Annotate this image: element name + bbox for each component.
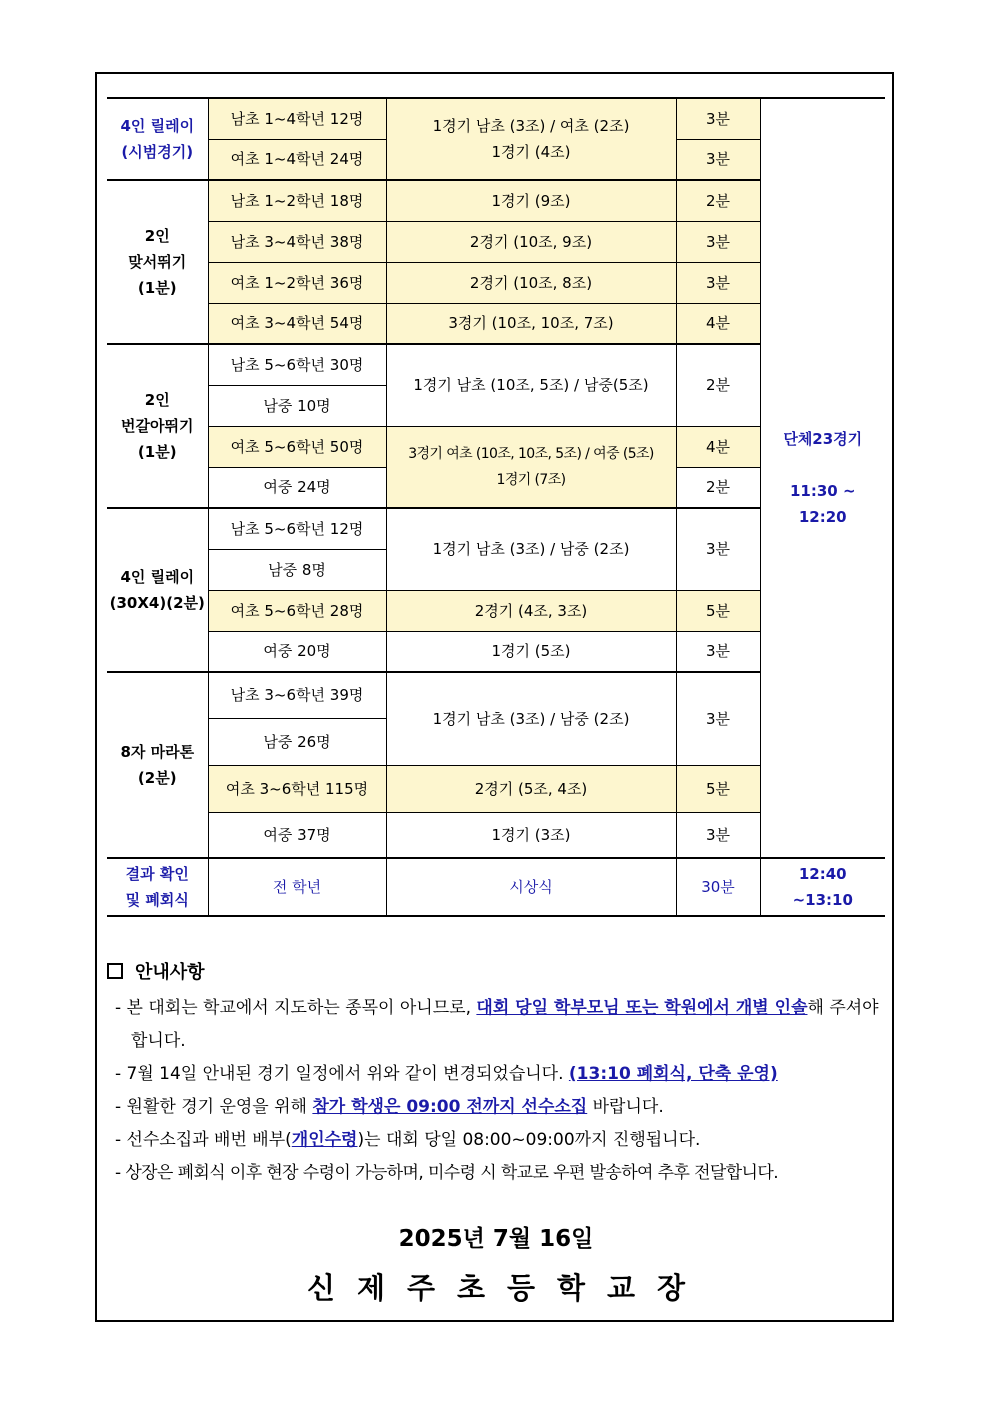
summary-cell: 단체23경기 11:30 ~ 12:20 [760, 98, 885, 858]
games-cell: 2경기 (4조, 3조) [386, 590, 676, 631]
group-cell: 남초 3~4학년 38명 [208, 221, 386, 262]
time-cell: 4분 [676, 303, 760, 344]
group-cell: 남초 1~4학년 12명 [208, 98, 386, 139]
time-cell: 3분 [676, 262, 760, 303]
closing-slot-cell: 12:40 ~13:10 [760, 858, 885, 916]
event-marathon8: 8자 마라톤 (2분) [107, 672, 208, 858]
group-cell: 여중 37명 [208, 812, 386, 858]
issue-date: 2025년 7월 16일 [398, 1226, 594, 1252]
notice-item: - 본 대회는 학교에서 지도하는 종목이 아니므로, 대회 당일 학부모님 또는 학원에서 개별 인솔해 주셔야 합니다. [115, 998, 879, 1051]
group-cell: 여중 24명 [208, 467, 386, 508]
group-cell: 남초 5~6학년 12명 [208, 508, 386, 549]
time-cell: 2분 [676, 467, 760, 508]
time-cell: 30분 [676, 858, 760, 916]
group-cell: 남중 8명 [208, 549, 386, 590]
event-relay4: 4인 릴레이 (30X4)(2분) [107, 508, 208, 672]
time-cell: 3분 [676, 139, 760, 180]
time-cell: 3분 [676, 631, 760, 672]
games-cell: 3경기 여초 (10조, 10조, 5조) / 여중 (5조) 1경기 (7조) [386, 426, 676, 508]
table-row [107, 98, 885, 139]
school-principal: 신제주초등학교장 [306, 1271, 708, 1305]
time-cell: 5분 [676, 765, 760, 812]
games-cell: 2경기 (10조, 9조) [386, 221, 676, 262]
group-cell: 여중 20명 [208, 631, 386, 672]
notice-item: - 선수소집과 배번 배부(개인수령)는 대회 당일 08:00~09:00까지 진행됩니다. [115, 1130, 701, 1150]
time-cell: 4분 [676, 426, 760, 467]
games-cell: 1경기 남초 (10조, 5조) / 남중(5조) [386, 344, 676, 426]
games-cell: 시상식 [386, 858, 676, 916]
notice-item: - 7월 14일 안내된 경기 일정에서 위와 같이 변경되었습니다. (13:10 폐회식, 단축 운영) [115, 1064, 778, 1084]
group-cell: 남초 5~6학년 30명 [208, 344, 386, 385]
time-cell: 2분 [676, 344, 760, 426]
time-cell: 5분 [676, 590, 760, 631]
time-cell: 3분 [676, 221, 760, 262]
event-closing: 결과 확인 및 폐회식 [107, 858, 208, 916]
games-cell: 1경기 남초 (3조) / 남중 (2조) [386, 672, 676, 765]
games-cell: 1경기 (9조) [386, 180, 676, 221]
table-row [107, 858, 885, 916]
games-cell: 1경기 (3조) [386, 812, 676, 858]
games-cell: 1경기 (5조) [386, 631, 676, 672]
group-cell: 남중 26명 [208, 718, 386, 765]
games-cell: 1경기 남초 (3조) / 여초 (2조) 1경기 (4조) [386, 98, 676, 180]
group-cell: 남중 10명 [208, 385, 386, 426]
event-relay4-demo: 4인 릴레이 (시범경기) [107, 98, 208, 180]
notice-section [107, 958, 887, 1190]
notice-title: 안내사항 [107, 958, 887, 984]
games-cell: 3경기 (10조, 10조, 7조) [386, 303, 676, 344]
notice-item: - 상장은 폐회식 이후 현장 수령이 가능하며, 미수령 시 학교로 우편 발송하여 추후 전달합니다. [115, 1163, 779, 1183]
time-cell: 3분 [676, 98, 760, 139]
games-cell: 2경기 (5조, 4조) [386, 765, 676, 812]
group-cell: 남초 3~6학년 39명 [208, 672, 386, 718]
group-cell: 여초 3~6학년 115명 [208, 765, 386, 812]
schedule-table [107, 97, 885, 917]
event-face2: 2인 맞서뛰기 (1분) [107, 180, 208, 344]
checkbox-square-icon [107, 963, 123, 979]
group-cell: 여초 5~6학년 28명 [208, 590, 386, 631]
games-cell: 2경기 (10조, 8조) [386, 262, 676, 303]
notice-item: - 원활한 경기 운영을 위해 참가 학생은 09:00 전까지 선수소집 바랍니다. [115, 1097, 664, 1117]
event-alt2: 2인 번갈아뛰기 (1분) [107, 344, 208, 508]
time-cell: 3분 [676, 672, 760, 765]
group-cell: 남초 1~2학년 18명 [208, 180, 386, 221]
group-cell: 여초 3~4학년 54명 [208, 303, 386, 344]
time-cell: 2분 [676, 180, 760, 221]
group-cell: 전 학년 [208, 858, 386, 916]
group-cell: 여초 1~2학년 36명 [208, 262, 386, 303]
time-cell: 3분 [676, 508, 760, 590]
games-cell: 1경기 남초 (3조) / 남중 (2조) [386, 508, 676, 590]
group-cell: 여초 1~4학년 24명 [208, 139, 386, 180]
time-cell: 3분 [676, 812, 760, 858]
group-cell: 여초 5~6학년 50명 [208, 426, 386, 467]
